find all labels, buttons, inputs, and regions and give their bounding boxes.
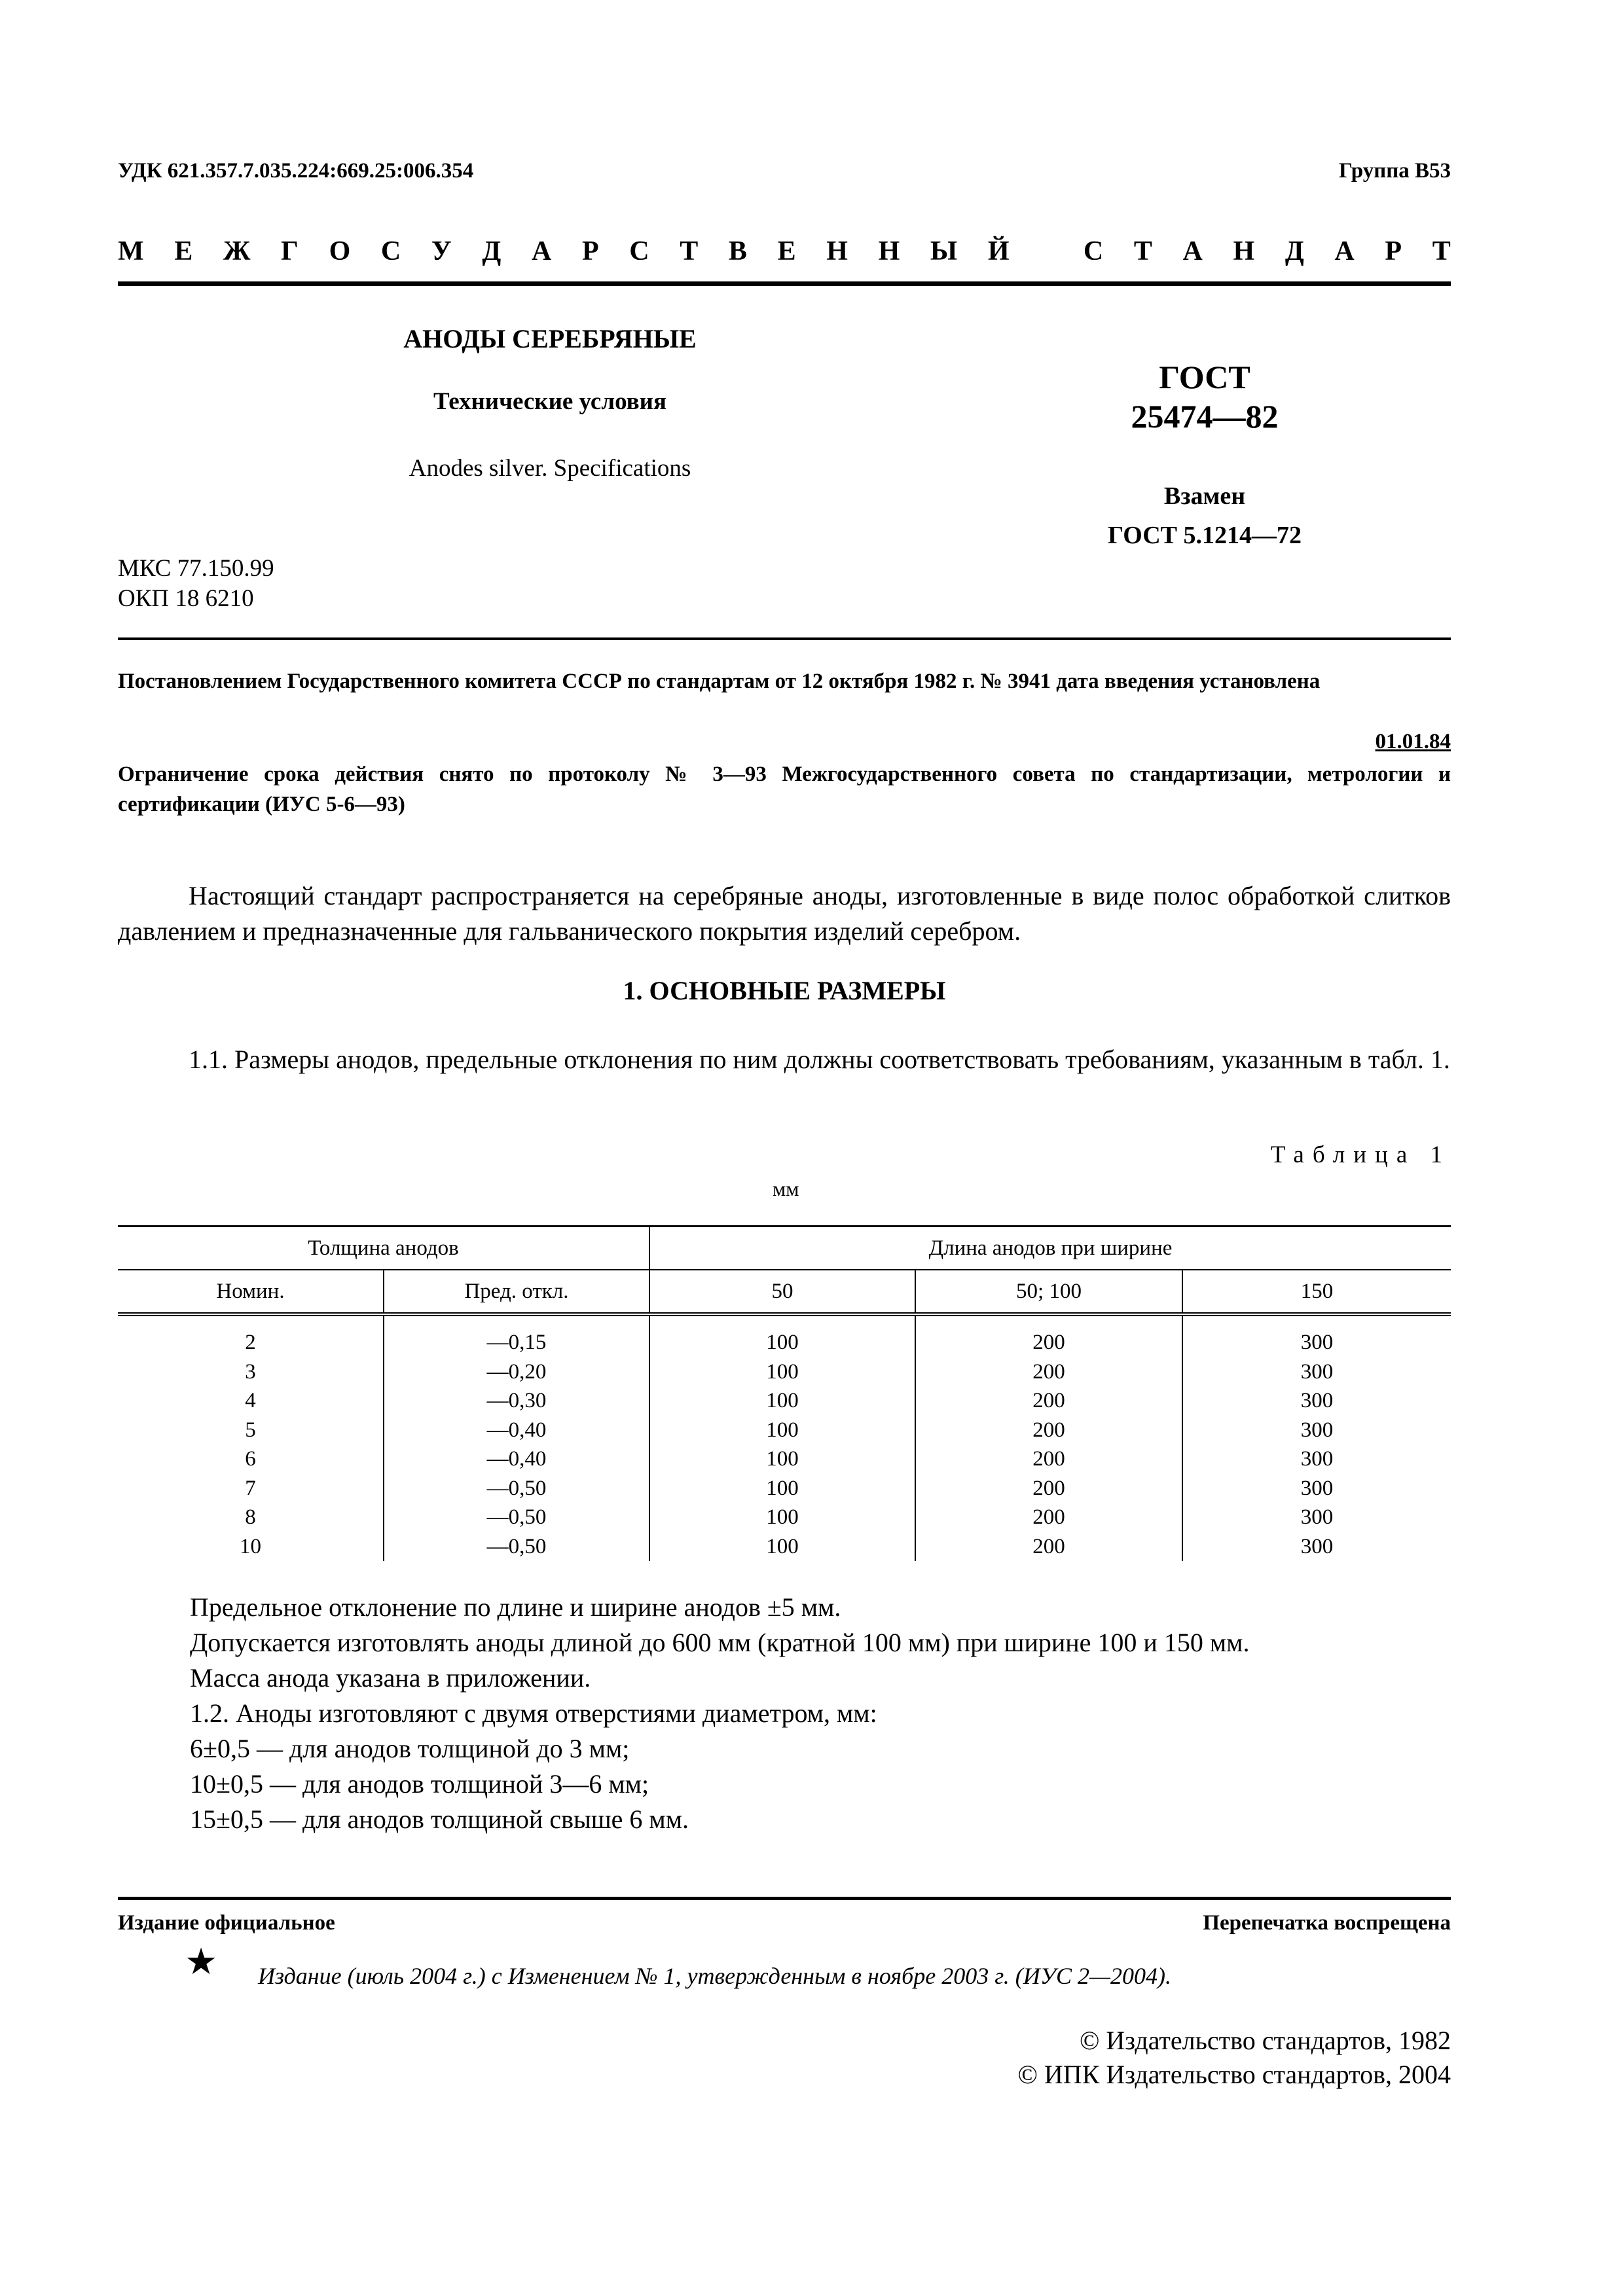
table-row [118, 1357, 1451, 1387]
banner-letter: А [1334, 236, 1355, 266]
table-row [118, 1314, 1451, 1357]
table-cell: 300 [1182, 1357, 1451, 1387]
banner-letter: Н [1233, 236, 1255, 266]
note-line: Предельное отклонение по длине и ширине анодов ±5 мм. [190, 1592, 841, 1622]
table-cell: —0,20 [384, 1357, 649, 1387]
table-cell: 200 [915, 1503, 1182, 1532]
column-header: 150 [1182, 1270, 1451, 1314]
title-block-rule [118, 637, 1451, 640]
banner-letter: А [531, 236, 552, 266]
table-cell: —0,50 [384, 1532, 649, 1562]
banner-letter: Т [680, 236, 699, 266]
note-line: Допускается изготовлять аноды длиной до 600 мм (кратной 100 мм) при ширине 100 и 150 мм. [190, 1628, 1250, 1657]
banner-rule [118, 281, 1451, 286]
udc-code: УДК 621.357.7.035.224:669.25:006.354 [118, 159, 474, 183]
table-cell: 300 [1182, 1416, 1451, 1445]
reprint-notice: Перепечатка воспрещена [1203, 1911, 1451, 1935]
table-cell: 200 [915, 1444, 1182, 1474]
table-cell: 200 [915, 1416, 1182, 1445]
table-cell: —0,50 [384, 1474, 649, 1503]
column-header: Пред. откл. [384, 1270, 649, 1314]
note-line: 15±0,5 — для анодов толщиной свыше 6 мм. [190, 1804, 689, 1834]
banner-letter: Е [174, 236, 193, 266]
banner-letter: С [1083, 236, 1104, 266]
table-cell: —0,15 [384, 1314, 649, 1357]
copyright-2004: © ИПК Издательство стандартов, 2004 [1017, 2060, 1451, 2089]
replaced-standard: ГОСТ 5.1214—72 [1107, 522, 1302, 549]
standard-subtitle: Технические условия [433, 388, 666, 415]
edition-note: Издание (июль 2004 г.) с Изменением № 1, утвержденным в ноябре 2003 г. (ИУС 2—2004). [258, 1963, 1171, 1989]
table-cell: 4 [245, 1389, 256, 1413]
table-cell: 100 [649, 1357, 915, 1387]
scope-paragraph: Настоящий стандарт распространяется на серебряные аноды, изготовленные в виде полос обработкой слитков давлением и предназначенные для гальванического покрытия изделий серебром. [118, 881, 1451, 946]
dimensions-table [118, 1225, 1451, 1561]
banner-letter: Й [987, 236, 1010, 266]
table-column-header [118, 1270, 1451, 1314]
gost-number: 25474—82 [1131, 398, 1279, 435]
table-cell: 300 [1182, 1503, 1451, 1532]
banner-letter: У [431, 236, 452, 266]
table-row [118, 1386, 1451, 1416]
decree-text: Постановлением Государственного комитета СССР по стандартам от 12 октября 1982 г. № 3941 дата введения установлена [118, 670, 1321, 693]
note-line: Масса анода указана в приложении. [190, 1663, 591, 1693]
section-heading: 1. ОСНОВНЫЕ РАЗМЕРЫ [623, 976, 946, 1005]
banner-letter: О [329, 236, 351, 266]
table-cell: 10 [240, 1534, 261, 1558]
banner-letter: М [118, 236, 144, 266]
banner-letter: Р [1385, 236, 1402, 266]
table-row [118, 1416, 1451, 1445]
table-unit: мм [773, 1177, 799, 1200]
table-cell: —0,40 [384, 1444, 649, 1474]
thickness-group-header: Толщина анодов [118, 1227, 649, 1270]
banner-letter: Н [878, 236, 900, 266]
interstate-standard-banner [118, 236, 1451, 267]
banner-letter: Т [1432, 236, 1451, 266]
table-row [118, 1532, 1451, 1562]
table-cell: 300 [1182, 1314, 1451, 1357]
copyright-1982: © Издательство стандартов, 1982 [1079, 2026, 1451, 2055]
standard-title: АНОДЫ СЕРЕБРЯНЫЕ [403, 324, 697, 353]
okp-code: ОКП 18 6210 [118, 585, 254, 612]
banner-letter: Ж [223, 236, 251, 266]
table-cell: 100 [649, 1474, 915, 1503]
introduction-date: 01.01.84 [1375, 730, 1451, 753]
table-cell: 8 [245, 1505, 256, 1530]
table-cell: 200 [915, 1474, 1182, 1503]
column-header: 50; 100 [915, 1270, 1182, 1314]
table-cell: 6 [245, 1447, 256, 1471]
gost-label: ГОСТ [1159, 359, 1250, 395]
table-cell: 200 [915, 1532, 1182, 1562]
limitation-text: Ограничение срока действия снято по протоколу № 3—93 Межгосударственного совета по стандартизации, метрологии и сертификации (ИУС 5-6—93) [118, 762, 1451, 816]
note-line: 6±0,5 — для анодов толщиной до 3 мм; [190, 1734, 630, 1763]
table-cell: 200 [915, 1357, 1182, 1387]
table-cell: 100 [649, 1444, 915, 1474]
table-cell: 300 [1182, 1444, 1451, 1474]
english-title: Anodes silver. Specifications [409, 455, 691, 482]
official-edition: Издание официальное [118, 1911, 335, 1935]
banner-letter: Д [1285, 236, 1304, 266]
banner-gap [1040, 236, 1053, 267]
replaces-label: Взамен [1163, 482, 1246, 510]
table-cell: 100 [649, 1532, 915, 1562]
footer-rule [118, 1897, 1451, 1900]
table-cell: —0,50 [384, 1503, 649, 1532]
table-cell: 7 [245, 1476, 256, 1500]
banner-letter: Е [777, 236, 796, 266]
star-icon: ★ [185, 1942, 218, 1982]
table-cell: 5 [245, 1418, 256, 1442]
table-cell: 300 [1182, 1386, 1451, 1416]
column-header: Номин. [118, 1270, 384, 1314]
table-cell: 200 [915, 1314, 1182, 1357]
banner-letter: С [629, 236, 649, 266]
table-caption: Таблица 1 [1270, 1141, 1451, 1168]
note-line: 10±0,5 — для анодов толщиной 3—6 мм; [190, 1769, 649, 1799]
table-cell: 300 [1182, 1474, 1451, 1503]
table-row [118, 1474, 1451, 1503]
group-code: Группа В53 [1338, 159, 1451, 183]
table-cell: —0,30 [384, 1386, 649, 1416]
table-cell: 100 [649, 1314, 915, 1357]
table-cell: 300 [1182, 1532, 1451, 1562]
banner-letter: Т [1133, 236, 1152, 266]
notes-block [190, 1590, 1451, 1837]
length-group-header: Длина анодов при ширине [649, 1227, 1451, 1270]
banner-letter: Д [482, 236, 501, 266]
banner-letter: Р [581, 236, 599, 266]
column-header: 50 [649, 1270, 915, 1314]
mks-code: МКС 77.150.99 [118, 555, 274, 582]
banner-letter: А [1182, 236, 1203, 266]
table-cell: 100 [649, 1416, 915, 1445]
table-row [118, 1503, 1451, 1532]
banner-letter: В [728, 236, 747, 266]
banner-letter: Ы [930, 236, 958, 266]
clause-1-1: 1.1. Размеры анодов, предельные отклонения по ним должны соответствовать требованиям, указанным в табл. 1. [189, 1045, 1450, 1074]
table-cell: —0,40 [384, 1416, 649, 1445]
table-row [118, 1444, 1451, 1474]
banner-letter: С [380, 236, 401, 266]
table-cell: 100 [649, 1386, 915, 1416]
note-line: 1.2. Аноды изготовляют с двумя отверстиями диаметром, мм: [190, 1698, 877, 1728]
table-cell: 200 [915, 1386, 1182, 1416]
table-cell: 2 [245, 1331, 256, 1355]
banner-letter: Г [281, 236, 299, 266]
banner-letter: Н [826, 236, 848, 266]
table-cell: 3 [245, 1359, 256, 1384]
table-group-header [118, 1227, 1451, 1270]
table-cell: 100 [649, 1503, 915, 1532]
